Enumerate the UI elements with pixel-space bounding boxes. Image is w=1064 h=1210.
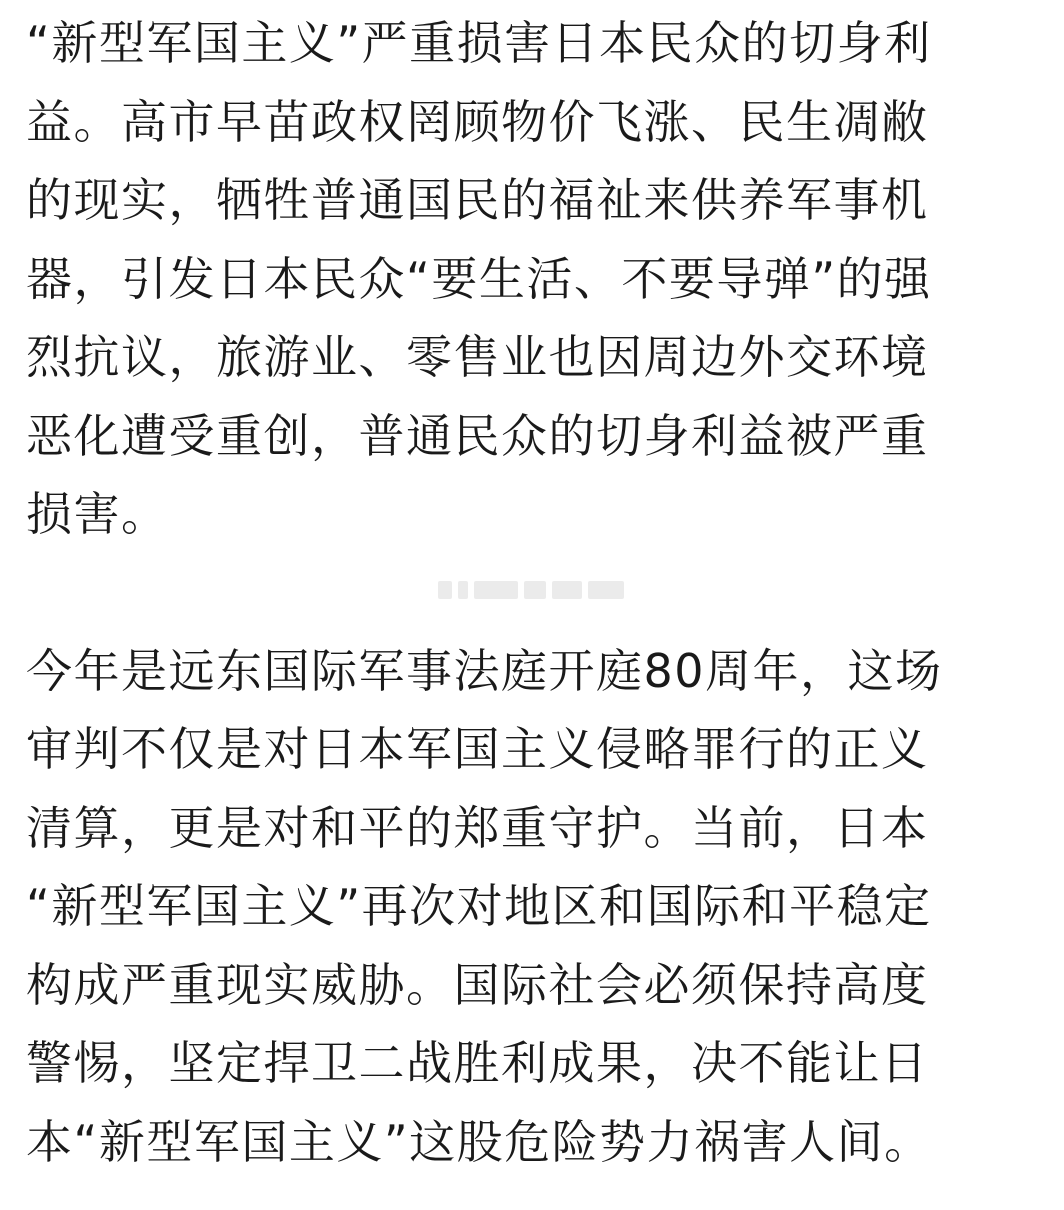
text-line: 构成严重现实威胁。国际社会必须保持高度: [26, 957, 929, 1012]
watermark-divider: [26, 562, 1036, 618]
text-line: 审判不仅是对日本军国主义侵略罪行的正义: [26, 722, 929, 776]
text-line: 警惕，坚定捍卫二战胜利成果，决不能让日: [26, 1036, 929, 1090]
text-line: “新型军国主义”再次对地区和国际和平稳定: [26, 879, 932, 933]
text-line: 本“新型军国主义”这股危险势力祸害人间。: [26, 1114, 932, 1169]
article-body: [26, 0, 1036, 1181]
text-line: 恶化遭受重创，普通民众的切身利益被严重: [26, 408, 929, 463]
text-line: “新型军国主义”严重损害日本民众的切身利: [26, 16, 932, 70]
text-line: 的现实，牺牲普通国民的福祉来供养军事机: [26, 173, 929, 227]
text-line: 损害。: [26, 487, 169, 541]
text-line: 今年是远东国际军事法庭开庭80周年，这场: [26, 643, 943, 698]
text-line: 器，引发日本民众“要生活、不要导弹”的强: [26, 251, 932, 306]
paragraph-2: [26, 632, 1036, 1182]
text-line: 益。高市早苗政权罔顾物价飞涨、民生凋敝: [26, 94, 929, 149]
paragraph-1: [26, 4, 1036, 554]
text-line: 烈抗议，旅游业、零售业也因周边外交环境: [26, 330, 929, 384]
watermark-logo: [438, 581, 624, 599]
text-line: 清算，更是对和平的郑重守护。当前，日本: [26, 800, 929, 855]
